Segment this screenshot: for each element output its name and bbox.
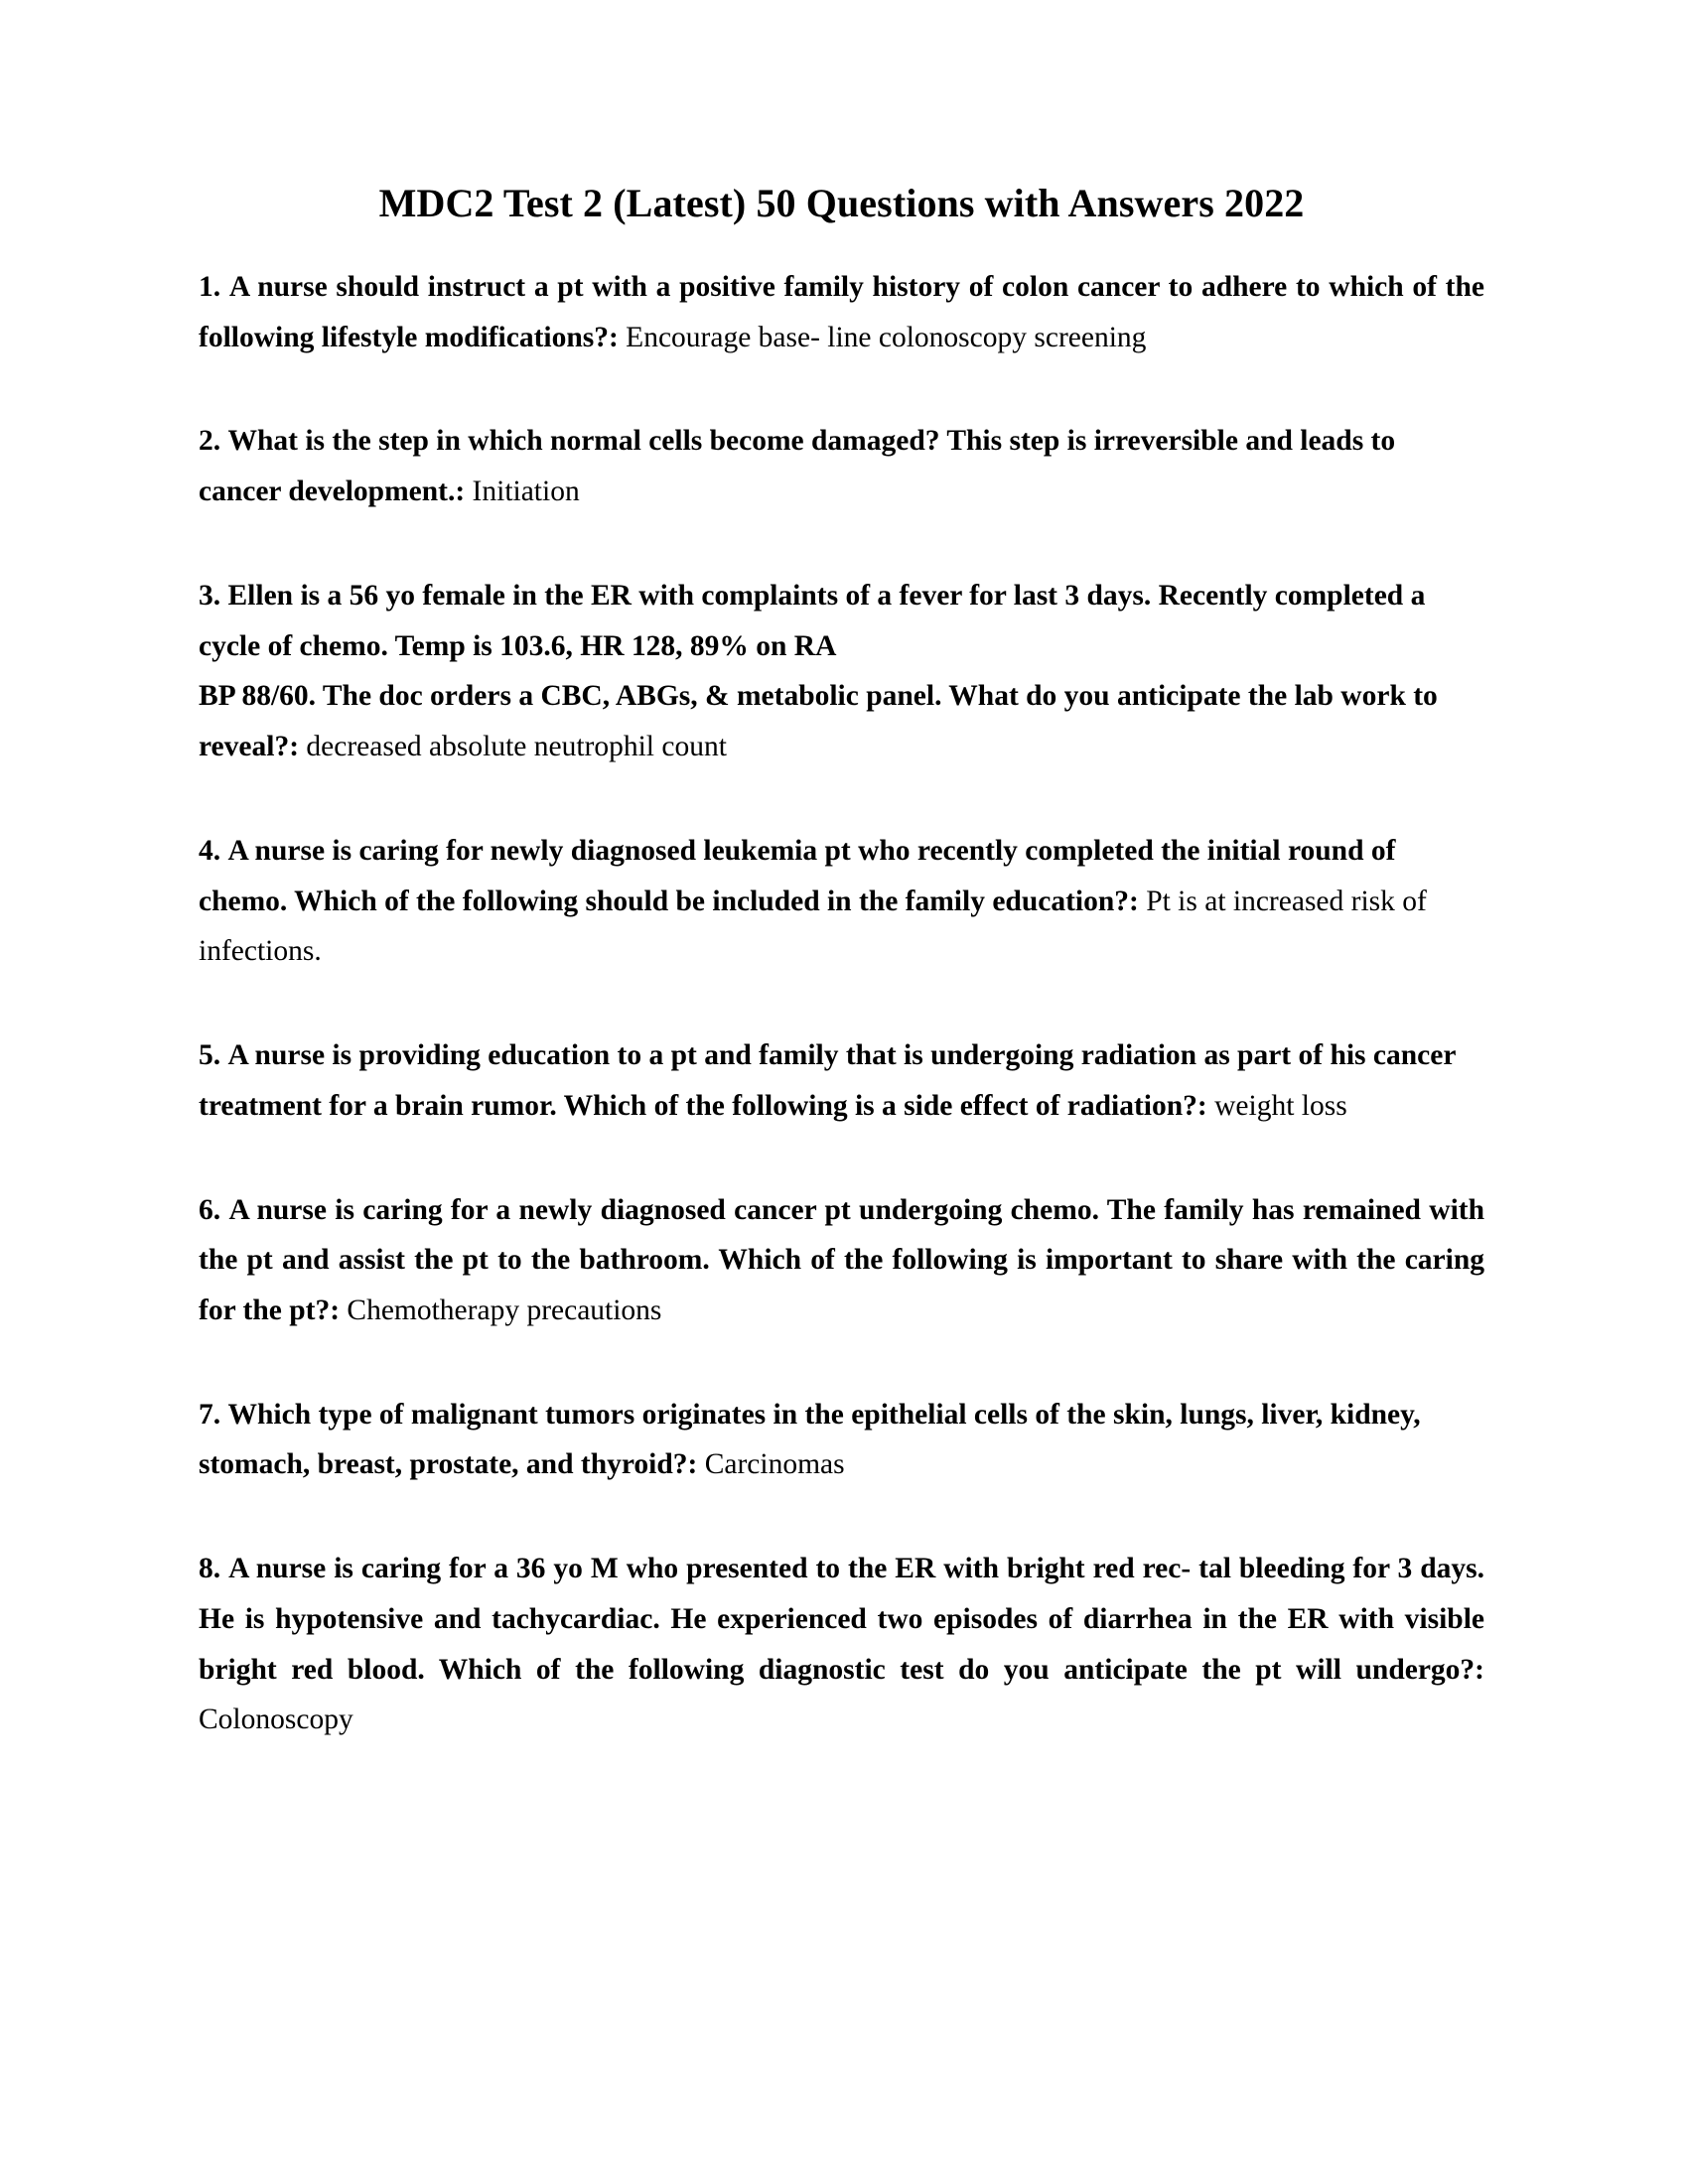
qa-item-1 — [199, 262, 1484, 362]
answer-text-1: Encourage base- line colonoscopy screening — [626, 321, 1147, 353]
qa-item-2 — [199, 416, 1484, 516]
question-number-3: 3. — [199, 579, 221, 612]
answer-text-8: Colonoscopy — [199, 1704, 353, 1736]
question-text-2: What is the step in which normal cells become damaged? This step is irreversible and leads to cancer development.: — [199, 425, 1396, 508]
qa-item-6 — [199, 1185, 1484, 1336]
question-text-1: A nurse should instruct a pt with a positive family history of colon cancer to adhere to which of the following lifestyle modifications?: — [199, 271, 1484, 353]
qa-item-8 — [199, 1544, 1484, 1745]
answer-text-2: Initiation — [472, 476, 580, 508]
question-text-3: Ellen is a 56 yo female in the ER with complaints of a fever for last 3 days. Recently completed a cycle of chemo. Temp is 103.6, HR 128, 89% on RA — [199, 579, 1426, 662]
question-text-4: A nurse is caring for newly diagnosed leukemia pt who recently completed the initial round of chemo. Which of the following should be included in the family education?: — [199, 834, 1396, 917]
document-content — [199, 179, 1484, 1745]
question-number-1: 1. — [199, 271, 221, 303]
question-text-5: A nurse is providing education to a pt and family that is undergoing radiation as part of his cancer treatment for a brain rumor. Which of the following is a side effect of radiation?: — [199, 1039, 1456, 1122]
page-title: MDC2 Test 2 (Latest) 50 Questions with Answers 2022 — [378, 181, 1305, 225]
answer-text-5: weight loss — [1214, 1089, 1347, 1122]
question-text-6: A nurse is caring for a newly diagnosed cancer pt undergoing chemo. The family has remained with the pt and assist the pt to the bathroom. Which of the following is important to share with the caring for the pt?: — [199, 1193, 1485, 1327]
question-number-7: 7. — [199, 1398, 221, 1431]
qa-item-7 — [199, 1390, 1484, 1490]
question-number-8: 8. — [199, 1553, 221, 1585]
qa-item-5 — [199, 1030, 1484, 1131]
question-number-5: 5. — [199, 1039, 221, 1072]
question-number-2: 2. — [199, 425, 221, 458]
answer-text-6: Chemotherapy precautions — [347, 1295, 662, 1327]
question-text-8: A nurse is caring for a 36 yo M who presented to the ER with bright red rec- tal bleeding for 3 days. He is hypotensive and tachycardiac. He experienced two episodes of diarrhea in the ER with visible bright red blood. Which of the following diagnostic test do you anticipate the pt will undergo?: — [199, 1553, 1485, 1686]
answer-text-4: Pt is at increased risk of infections. — [199, 885, 1427, 968]
qa-item-4 — [199, 826, 1484, 977]
question-number-6: 6. — [199, 1193, 221, 1226]
answer-text-3: decreased absolute neutrophil count — [306, 731, 727, 763]
question-text-3-line2: BP 88/60. The doc orders a CBC, ABGs, & metabolic panel. What do you anticipate the lab work to reveal?: — [199, 680, 1438, 763]
question-text-7: Which type of malignant tumors originates in the epithelial cells of the skin, lungs, liver, kidney, stomach, breast, prostate, and thyroid?: — [199, 1398, 1421, 1481]
question-number-4: 4. — [199, 834, 221, 867]
qa-item-3 — [199, 571, 1484, 772]
answer-text-7: Carcinomas — [704, 1448, 845, 1481]
